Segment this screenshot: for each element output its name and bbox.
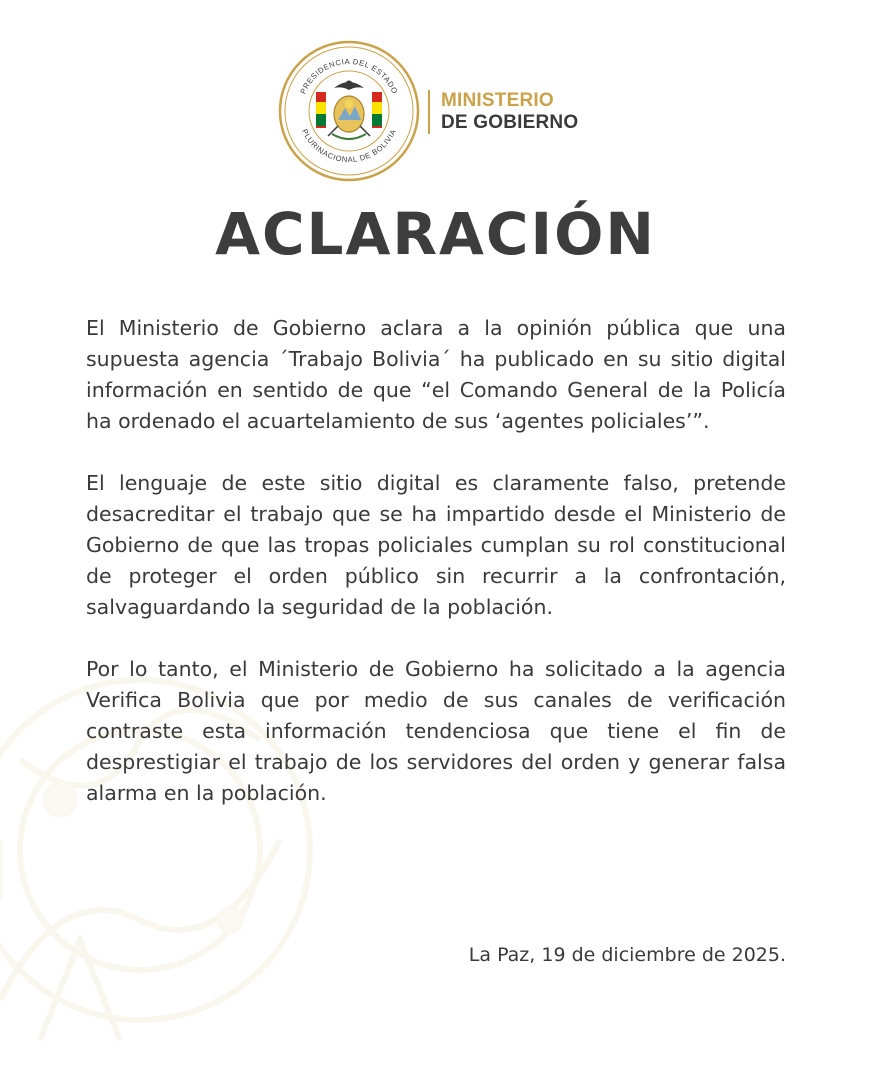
paragraph: Por lo tanto, el Ministerio de Gobierno ha solicitado a la agencia Verifica Bolivia que por medio de sus canales de verificación contraste esta información tendenciosa que tiene el fin de desprestigiar el trabajo de los servidores del orden y generar falsa alarma en la población. xyxy=(86,657,786,805)
header xyxy=(0,40,871,185)
date-line: La Paz, 19 de diciembre de 2025. xyxy=(468,944,786,966)
ministry-logotype xyxy=(441,90,578,134)
ministry-name-line1: MINISTERIO xyxy=(441,90,554,111)
seal-top-text: PRESIDENCIA DEL ESTADO xyxy=(298,56,400,96)
ministry-name-line2: DE GOBIERNO xyxy=(441,112,579,133)
paragraph: El Ministerio de Gobierno aclara a la opinión pública que una supuesta agencia ´Trabajo Bolivia´ ha publicado en su sitio digital información en sentido de que “el Comando General de la Policía ha ordenado el acuartelamiento de sus ‘agentes policiales’”. xyxy=(86,316,786,433)
paragraph: El lenguaje de este sitio digital es claramente falso, pretende desacreditar el trabajo que se ha impartido desde el Ministerio de Gobierno de que las tropas policiales cumplan su rol constitucional de proteger el orden público sin recurrir a la confrontación, salvaguardando la seguridad de la población. xyxy=(86,471,786,619)
seal-bottom-text: PLURINACIONAL DE BOLIVIA xyxy=(300,127,398,165)
page-title: ACLARACIÓN xyxy=(215,200,656,268)
bolivia-coat-of-arms-icon xyxy=(278,40,420,182)
statement-body xyxy=(86,313,786,840)
header-divider xyxy=(428,90,430,134)
